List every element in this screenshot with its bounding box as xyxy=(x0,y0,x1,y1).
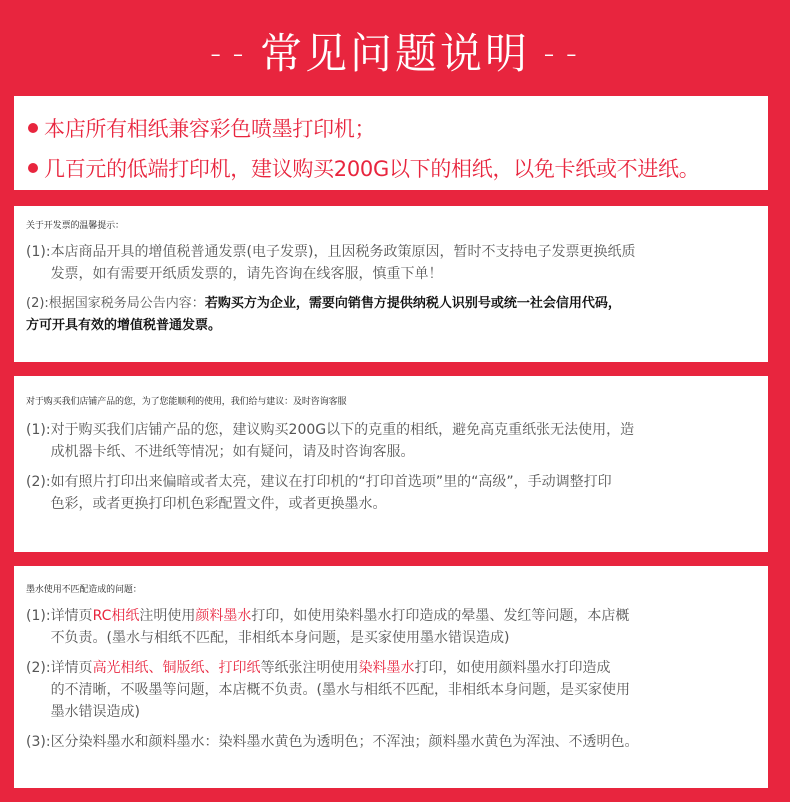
title-dash-right: – – xyxy=(544,42,580,66)
item-number: (1): xyxy=(26,244,51,260)
item-text: 成机器卡纸、不进纸等情况；如有疑问，请及时咨询客服。 xyxy=(50,444,415,460)
ink-item-1 xyxy=(26,605,768,649)
item-text: 的不清晰，不吸墨等问题，本店概不负责。(墨水与相纸不匹配，非相纸本身问题，是买家使用 xyxy=(50,682,631,698)
highlight-text: 本店所有相纸兼容彩色喷墨打印机； xyxy=(44,117,376,141)
item-number: (3): xyxy=(26,734,51,750)
item-text: 详情页 xyxy=(50,608,93,624)
title-dash-left: – – xyxy=(210,42,246,66)
item-text: 如有照片打印出来偏暗或者太亮，建议在打印机的“打印首选项”里的“高级”，手动调整打印 xyxy=(50,474,612,490)
item-number: (1): xyxy=(26,608,51,624)
item-red-text: 高光相纸、铜版纸、打印纸 xyxy=(92,660,261,676)
highlight-text: 几百元的低端打印机，建议购买200G以下的相纸，以免卡纸或不进纸。 xyxy=(44,157,700,181)
ink-item-2 xyxy=(26,657,768,723)
ink-panel xyxy=(14,566,768,788)
bullet-dot-icon xyxy=(28,163,38,173)
item-text: 墨水错误造成) xyxy=(50,704,141,720)
advice-item-1 xyxy=(26,419,768,463)
item-text: 不负责。(墨水与相纸不匹配，非相纸本身问题，是买家使用墨水错误造成) xyxy=(50,630,510,646)
item-bold-text: 若购买方为企业，需要向销售方提供纳税人识别号或统一社会信用代码， xyxy=(204,296,621,311)
item-text: 打印，如使用颜料墨水打印造成 xyxy=(414,660,611,676)
page-header xyxy=(0,22,790,86)
invoice-item-2 xyxy=(26,293,768,315)
bullet-dot-icon xyxy=(28,123,38,133)
ink-item-3 xyxy=(26,731,768,753)
item-text: 等纸张注明使用 xyxy=(260,660,359,676)
advice-title: 对于购买我们店铺产品的您，为了您能顺利的使用，我们给与建议：及时咨询客服 xyxy=(26,397,347,407)
item-red-text: 染料墨水 xyxy=(358,660,415,676)
item-text: 区分染料墨水和颜料墨水：染料墨水黄色为透明色；不浑浊；颜料墨水黄色为浑浊、不透明色。 xyxy=(50,734,639,750)
item-text: 发票，如有需要开纸质发票的，请先咨询在线客服，慎重下单！ xyxy=(50,266,443,282)
page-title: 常见问题说明 xyxy=(259,29,530,78)
advice-panel xyxy=(14,376,768,552)
item-red-text: RC相纸 xyxy=(92,608,140,624)
item-number: (2): xyxy=(26,474,51,490)
item-text: 根据国家税务局公告内容： xyxy=(48,296,205,311)
highlight-item xyxy=(28,150,768,186)
invoice-item-2-cont xyxy=(26,315,768,337)
invoice-title: 关于开发票的温馨提示： xyxy=(26,221,124,231)
item-text: 色彩，或者更换打印机色彩配置文件，或者更换墨水。 xyxy=(50,496,387,512)
item-red-text: 颜料墨水 xyxy=(195,608,252,624)
item-number: (1): xyxy=(26,422,51,438)
item-text: 打印，如使用染料墨水打印造成的晕墨、发红等问题，本店概 xyxy=(251,608,630,624)
ink-title: 墨水使用不匹配造成的问题： xyxy=(26,585,142,595)
item-bold-text: 方可开具有效的增值税普通发票。 xyxy=(26,318,222,333)
item-text: 注明使用 xyxy=(139,608,196,624)
compatibility-panel xyxy=(14,96,768,190)
invoice-item-1 xyxy=(26,241,768,285)
advice-item-2 xyxy=(26,471,768,515)
item-text: 本店商品开具的增值税普通发票(电子发票)，且因税务政策原因，暂时不支持电子发票更换纸质 xyxy=(50,244,636,260)
item-text: 详情页 xyxy=(50,660,93,676)
item-number: (2): xyxy=(26,296,49,311)
highlight-item xyxy=(28,110,768,146)
invoice-panel xyxy=(14,206,768,362)
item-text: 对于购买我们店铺产品的您，建议购买200G以下的克重的相纸，避免高克重纸张无法使用，造 xyxy=(50,422,635,438)
item-number: (2): xyxy=(26,660,51,676)
